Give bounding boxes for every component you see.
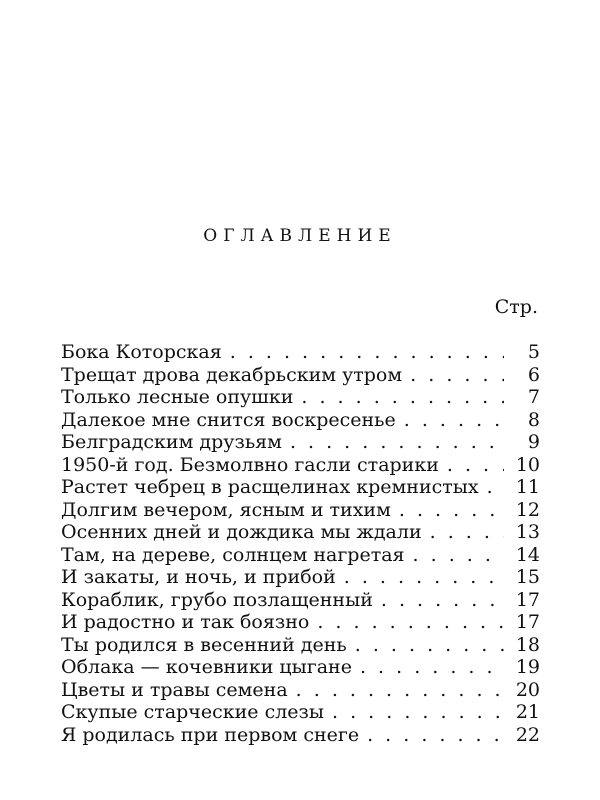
toc-entry-page: 9 xyxy=(527,431,540,453)
dot-leader xyxy=(381,589,504,612)
toc-entry xyxy=(61,566,540,589)
toc-entry xyxy=(61,409,540,432)
toc-entry-page: 8 xyxy=(527,408,540,431)
dot-leader xyxy=(399,499,504,522)
toc-entry-title: Кораблик, грубо позлащенный xyxy=(61,588,373,611)
toc-entry-page: 20 xyxy=(515,678,540,701)
dot-leader xyxy=(230,341,504,364)
toc-entry-title: 1950-й год. Безмолвно гасли старики xyxy=(61,453,439,476)
page-column-label: Стр. xyxy=(494,296,538,318)
toc-entry-page: 13 xyxy=(515,521,540,543)
toc-entry-title: И закаты, и ночь, и прибой xyxy=(61,566,336,588)
toc-entry xyxy=(61,544,540,567)
toc-entry-title: Далекое мне снится воскресенье xyxy=(61,408,396,431)
dot-leader xyxy=(344,566,504,589)
toc-entry-title: Долгим вечером, ясным и тихим xyxy=(61,498,391,521)
toc-entry xyxy=(61,454,540,477)
toc-entry xyxy=(61,611,540,634)
toc-entry-title: Ты родился в весенний день xyxy=(61,633,347,656)
dot-leader xyxy=(290,431,504,454)
toc-entry-title: И радостно и так боязно xyxy=(61,611,310,633)
toc-entry-title: Скупые старческие слезы xyxy=(61,701,325,723)
toc-entry-page: 19 xyxy=(515,656,540,678)
dot-leader xyxy=(296,679,504,702)
toc-entry-page: 6 xyxy=(527,363,540,386)
dot-leader xyxy=(301,386,504,409)
toc-heading: ОГЛАВЛЕНИЕ xyxy=(203,226,397,246)
toc-entry-title: Цветы и травы семена xyxy=(61,678,288,701)
dot-leader xyxy=(410,364,504,387)
toc-entry-title: Трещат дрова декабрьским утром xyxy=(61,363,403,386)
dot-leader xyxy=(355,634,504,657)
dot-leader xyxy=(430,521,504,544)
toc-entry-page: 7 xyxy=(527,386,540,408)
dot-leader xyxy=(404,409,504,432)
toc-entry-title: Бока Которская xyxy=(61,341,222,363)
toc-entry-title: Там, на дереве, солнцем нагретая xyxy=(61,543,405,566)
toc-entry-page: 15 xyxy=(515,566,540,588)
toc-entry-title: Осенних дней и дождика мы ждали xyxy=(61,521,422,543)
dot-leader xyxy=(360,656,504,679)
dot-leader xyxy=(413,544,504,567)
toc-entry xyxy=(61,476,540,499)
toc-entry xyxy=(61,656,540,679)
toc-entry xyxy=(61,364,540,387)
toc-entry xyxy=(61,499,540,522)
dot-leader xyxy=(447,454,504,477)
dot-leader xyxy=(367,724,504,747)
toc-entry xyxy=(61,341,540,364)
toc-entry-page: 17 xyxy=(515,611,540,633)
toc-entry-page: 10 xyxy=(515,453,540,476)
dot-leader xyxy=(487,476,504,499)
toc-entry xyxy=(61,386,540,409)
toc-entry-title: Только лесные опушки xyxy=(61,386,294,408)
toc-entry xyxy=(61,701,540,724)
toc-entry-title: Я родилась при первом снеге xyxy=(61,723,360,746)
toc-entry-page: 14 xyxy=(515,543,540,566)
toc-entry xyxy=(61,589,540,612)
dot-leader xyxy=(317,611,504,634)
toc-entry-page: 21 xyxy=(515,701,540,723)
toc-entry-page: 5 xyxy=(527,341,540,363)
toc-entry-page: 17 xyxy=(515,588,540,611)
toc-entry xyxy=(61,634,540,657)
toc-entry-title: Облака — кочевники цыгане xyxy=(61,656,352,678)
toc-entry-page: 12 xyxy=(515,498,540,521)
dot-leader xyxy=(332,701,504,724)
toc-entry xyxy=(61,724,540,747)
toc-entry-title: Белградским друзьям xyxy=(61,431,282,453)
toc-entry-page: 22 xyxy=(515,723,540,746)
toc-entry xyxy=(61,679,540,702)
toc-entry-title: Растет чебрец в расщелинах кремнистых xyxy=(61,476,479,498)
table-of-contents xyxy=(61,341,540,746)
toc-entry-page: 18 xyxy=(515,633,540,656)
toc-entry xyxy=(61,431,540,454)
toc-entry xyxy=(61,521,540,544)
toc-entry-page: 11 xyxy=(515,476,540,498)
